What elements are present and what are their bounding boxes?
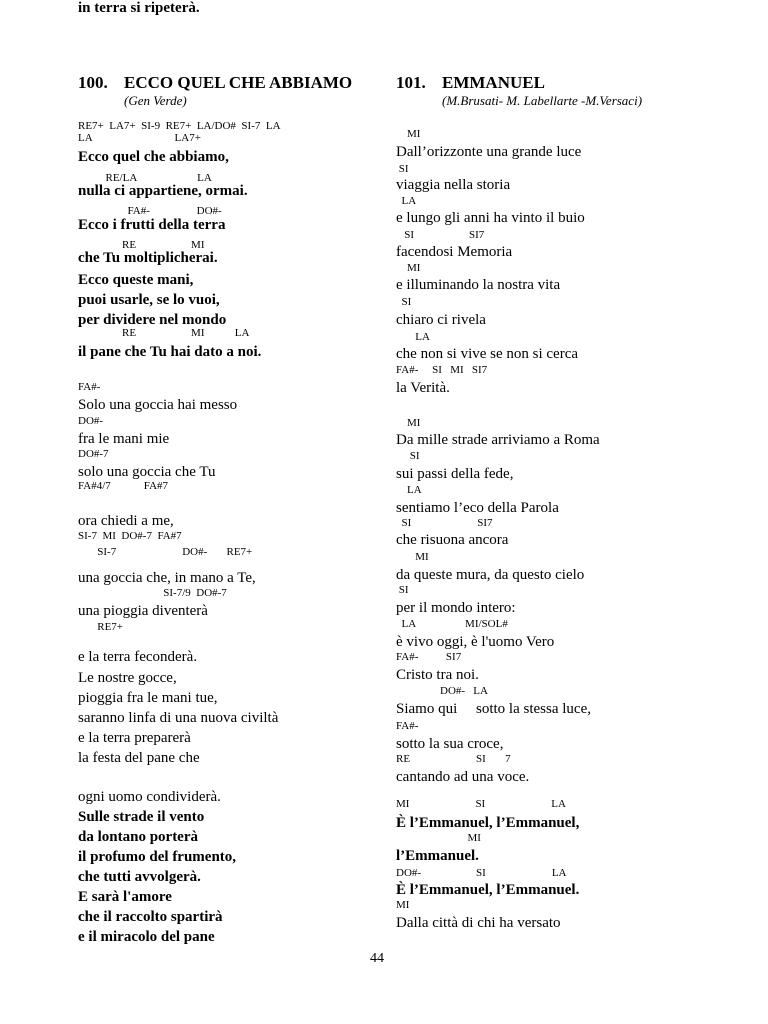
chord-line: LA bbox=[396, 195, 417, 207]
chord-line: SI SI7 bbox=[396, 517, 493, 529]
chord-line: MI SI LA bbox=[396, 798, 566, 810]
lyric-line: una pioggia diventerà bbox=[78, 603, 208, 619]
lyric-line: È l’Emmanuel, l’Emmanuel, bbox=[396, 815, 580, 831]
song-number: 101. bbox=[396, 73, 426, 92]
lyric-line: che non si vive se non si cerca bbox=[396, 346, 579, 362]
chord-line: LA bbox=[396, 484, 422, 496]
chord-line: MI bbox=[396, 832, 481, 844]
chord-line: RE7+ LA7+ SI-9 RE7+ LA/DO# SI-7 LA bbox=[78, 120, 281, 132]
song-title: EMMANUEL bbox=[442, 73, 545, 92]
chord-line: FA#- SI MI SI7 bbox=[396, 364, 488, 376]
lyric-line: Dalla città di chi ha versato bbox=[396, 915, 561, 931]
chord-line: SI-7 DO#- RE7+ bbox=[78, 546, 253, 558]
chord-line: RE7+ bbox=[78, 621, 124, 633]
chord-line: DO#- SI LA bbox=[396, 867, 567, 879]
song-number: 100. bbox=[78, 73, 108, 92]
lyric-line: da lontano porterà bbox=[78, 829, 198, 845]
chord-line: MI bbox=[396, 899, 410, 911]
lyric-line: Dall’orizzonte una grande luce bbox=[396, 144, 582, 160]
lyric-line: e la terra feconderà. bbox=[78, 649, 198, 665]
chord-line: LA LA7+ bbox=[78, 132, 201, 144]
chord-line: RE MI bbox=[78, 239, 205, 251]
chord-line: SI-7/9 DO#-7 bbox=[78, 587, 227, 599]
lyric-line: viaggia nella storia bbox=[396, 177, 511, 193]
lyric-line: cantando ad una voce. bbox=[396, 769, 530, 785]
lyric-line: saranno linfa di una nuova civiltà bbox=[78, 710, 279, 726]
chord-line: MI bbox=[396, 262, 421, 274]
chord-line: SI-7 MI DO#-7 FA#7 bbox=[78, 530, 182, 542]
page-number: 44 bbox=[370, 951, 384, 966]
chord-line: RE SI 7 bbox=[396, 753, 511, 765]
lyric-line: che il raccolto spartirà bbox=[78, 909, 223, 925]
chord-line: RE MI LA bbox=[78, 327, 250, 339]
lyric-line: il pane che Tu hai dato a noi. bbox=[78, 344, 262, 360]
lyric-line: puoi usarle, se lo vuoi, bbox=[78, 292, 220, 308]
chord-line: SI bbox=[396, 163, 409, 175]
lyric-line: chiaro ci rivela bbox=[396, 312, 486, 328]
lyric-line: la festa del pane che bbox=[78, 750, 200, 766]
chord-line: MI bbox=[396, 551, 429, 563]
lyric-line: e il miracolo del pane bbox=[78, 929, 215, 945]
lyric-line: il profumo del frumento, bbox=[78, 849, 237, 865]
lyric-line: sotto la sua croce, bbox=[396, 736, 504, 752]
chord-line: LA MI/SOL# bbox=[396, 618, 508, 630]
lyric-line: È l’Emmanuel, l’Emmanuel. bbox=[396, 882, 580, 898]
lyric-line: facendosi Memoria bbox=[396, 244, 513, 260]
lyric-line: Sulle strade il vento bbox=[78, 809, 205, 825]
chord-line: FA#- bbox=[396, 720, 419, 732]
chord-line: MI bbox=[396, 417, 421, 429]
chord-line: DO#- LA bbox=[396, 685, 488, 697]
lyric-line: per dividere nel mondo bbox=[78, 312, 227, 328]
lyric-line: Da mille strade arriviamo a Roma bbox=[396, 432, 600, 448]
lyric-line: Ecco queste mani, bbox=[78, 272, 194, 288]
lyric-line: per il mondo intero: bbox=[396, 600, 516, 616]
lyric-line: una goccia che, in mano a Te, bbox=[78, 570, 256, 586]
chord-line: MI bbox=[396, 128, 421, 140]
lyric-line: Le nostre gocce, bbox=[78, 670, 177, 686]
chord-line: FA#- SI7 bbox=[396, 651, 462, 663]
lyric-line: fra le mani mie bbox=[78, 431, 170, 447]
chord-line: FA#- bbox=[78, 381, 101, 393]
chord-line: DO#- bbox=[78, 415, 104, 427]
lyric-line: in terra si ripeterà. bbox=[78, 0, 200, 16]
lyric-line: pioggia fra le mani tue, bbox=[78, 690, 218, 706]
lyric-line: Ecco quel che abbiamo, bbox=[78, 149, 229, 165]
chord-line: SI bbox=[396, 450, 420, 462]
chord-line: LA bbox=[396, 331, 430, 343]
chord-line: RE/LA LA bbox=[78, 172, 212, 184]
lyric-line: Cristo tra noi. bbox=[396, 667, 479, 683]
chord-line: SI bbox=[396, 584, 409, 596]
lyric-line: sui passi della fede, bbox=[396, 466, 514, 482]
lyric-line: e illuminando la nostra vita bbox=[396, 277, 561, 293]
lyric-line: è vivo oggi, è l'uomo Vero bbox=[396, 634, 555, 650]
lyric-line: e lungo gli anni ha vinto il buio bbox=[396, 210, 585, 226]
lyric-line: Solo una goccia hai messo bbox=[78, 397, 238, 413]
chord-line: SI SI7 bbox=[396, 229, 485, 241]
chord-line: SI bbox=[396, 296, 412, 308]
chord-line: FA#4/7 FA#7 bbox=[78, 480, 169, 492]
lyric-line: ora chiedi a me, bbox=[78, 513, 174, 529]
lyric-line: ogni uomo condividerà. bbox=[78, 789, 221, 805]
lyric-line: sentiamo l’eco della Parola bbox=[396, 500, 559, 516]
song-author: (M.Brusati- M. Labellarte -M.Versaci) bbox=[442, 93, 643, 108]
lyric-line: E sarà l'amore bbox=[78, 889, 172, 905]
song-author: (Gen Verde) bbox=[124, 93, 187, 108]
chord-line: FA#- DO#- bbox=[78, 205, 222, 217]
song-title: ECCO QUEL CHE ABBIAMO bbox=[124, 73, 353, 92]
lyric-line: che Tu moltiplicherai. bbox=[78, 250, 218, 266]
lyric-line: Siamo qui sotto la stessa luce, bbox=[396, 701, 591, 717]
lyric-line: da queste mura, da questo cielo bbox=[396, 567, 585, 583]
lyric-line: la Verità. bbox=[396, 380, 450, 396]
lyric-line: nulla ci appartiene, ormai. bbox=[78, 183, 248, 199]
chord-line: DO#-7 bbox=[78, 448, 109, 460]
lyric-line: che risuona ancora bbox=[396, 532, 509, 548]
lyric-line: Ecco i frutti della terra bbox=[78, 217, 226, 233]
lyric-line: l’Emmanuel. bbox=[396, 848, 479, 864]
lyric-line: solo una goccia che Tu bbox=[78, 464, 216, 480]
lyric-line: e la terra preparerà bbox=[78, 730, 191, 746]
lyric-line: che tutti avvolgerà. bbox=[78, 869, 201, 885]
